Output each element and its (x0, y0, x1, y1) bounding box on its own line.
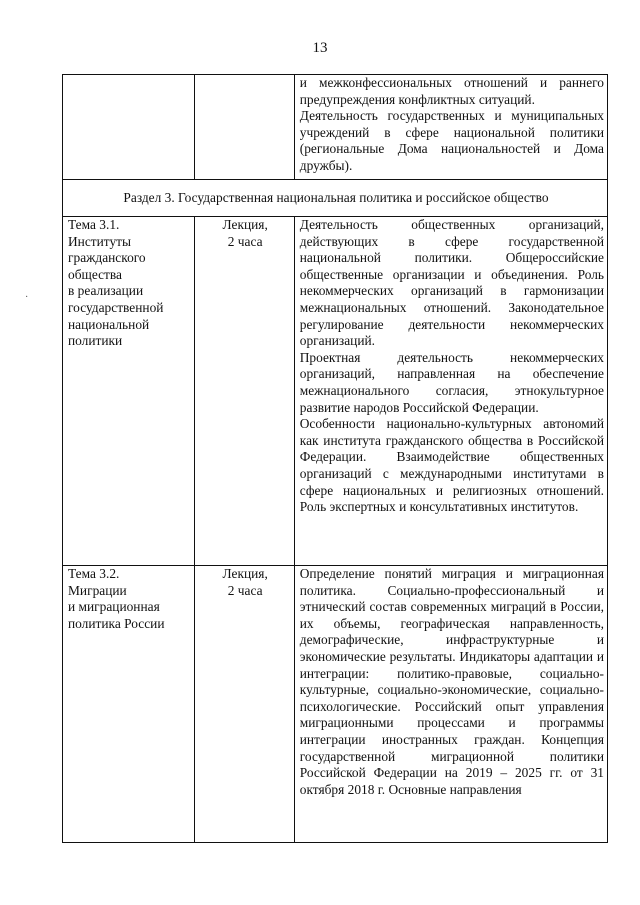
content-paragraph: Особенности национально-культурных автономий как института гражданского общества в Российской Федерации. Взаимодействие общественных организаций с международными институтами в сфере национальных и религиозных отношений. Роль экспертных и консультативных институтов. (299, 416, 604, 515)
topic-cell (63, 217, 195, 566)
section-title: Раздел 3. Государственная национальная политика и российское общество (63, 180, 608, 217)
topic-line: Миграции (68, 582, 127, 598)
type-cell (194, 75, 294, 180)
topic-cell (63, 75, 195, 180)
topic-line: политики (68, 333, 123, 349)
content-paragraph: Определение понятий миграция и миграционная политика. Социально-профессиональный и этнический состав современных миграций в России, их объемы, географическая направленность, демографические, инфраструктурные и экономические результаты. Индикаторы адаптации и интеграции: политико-правовые, социально-культурные, социально-экономические, социально-психологические. Российский опыт управления миграционными процессами и программы интеграции иностранных граждан. Концепция государственной миграционной политики Российской Федерации на 2019 – 2025 гг. от 31 октября 2018 г. Основные направления (299, 566, 604, 797)
table-row (63, 566, 608, 843)
topic-line: государственной (68, 299, 164, 315)
topic-line: национальной (68, 316, 150, 332)
table-row (63, 75, 608, 180)
content-paragraph: Деятельность государственных и муниципальных учреждений в сфере национальной политики (региональные Дома национальностей и Дома дружбы). (299, 108, 604, 173)
type-line: Лекция, (222, 566, 268, 581)
table-row (63, 217, 608, 566)
content-cell (294, 217, 607, 566)
content-cell (294, 566, 607, 843)
page-number: 13 (312, 40, 328, 56)
topic-line: и миграционная (68, 599, 160, 615)
topic-line: гражданского (68, 250, 146, 266)
type-line: 2 часа (227, 233, 263, 249)
content-paragraph: Деятельность общественных организаций, действующих в сфере государственной национальной политики. Общероссийские общественные организации и объединения. Роль некоммерческих организаций в гармонизации межнациональных отношений. Законодательное регулирование деятельности некоммерческих организаций. (299, 217, 604, 349)
topic-line: в реализации (68, 283, 144, 299)
type-cell (194, 566, 294, 843)
topic-cell (63, 566, 195, 843)
topic-line: общества (68, 266, 122, 282)
type-line: Лекция, (222, 217, 268, 232)
content-cell (294, 75, 607, 180)
topic-line: политика России (68, 615, 165, 631)
content-paragraph: и межконфессиональных отношений и раннего предупреждения конфликтных ситуаций. (299, 75, 604, 107)
topic-line: Тема 3.2. (68, 566, 120, 581)
curriculum-table (62, 74, 608, 843)
type-cell (194, 217, 294, 566)
content-paragraph: Проектная деятельность некоммерческих организаций, направленная на обеспечение межнационального согласия, этнокультурное развитие народов Российской Федерации. (299, 349, 604, 415)
topic-line: Институты (68, 233, 132, 249)
margin-mark: · (25, 292, 29, 303)
topic-line: Тема 3.1. (68, 217, 120, 232)
type-line: 2 часа (227, 582, 263, 598)
section-header-row (63, 180, 608, 217)
